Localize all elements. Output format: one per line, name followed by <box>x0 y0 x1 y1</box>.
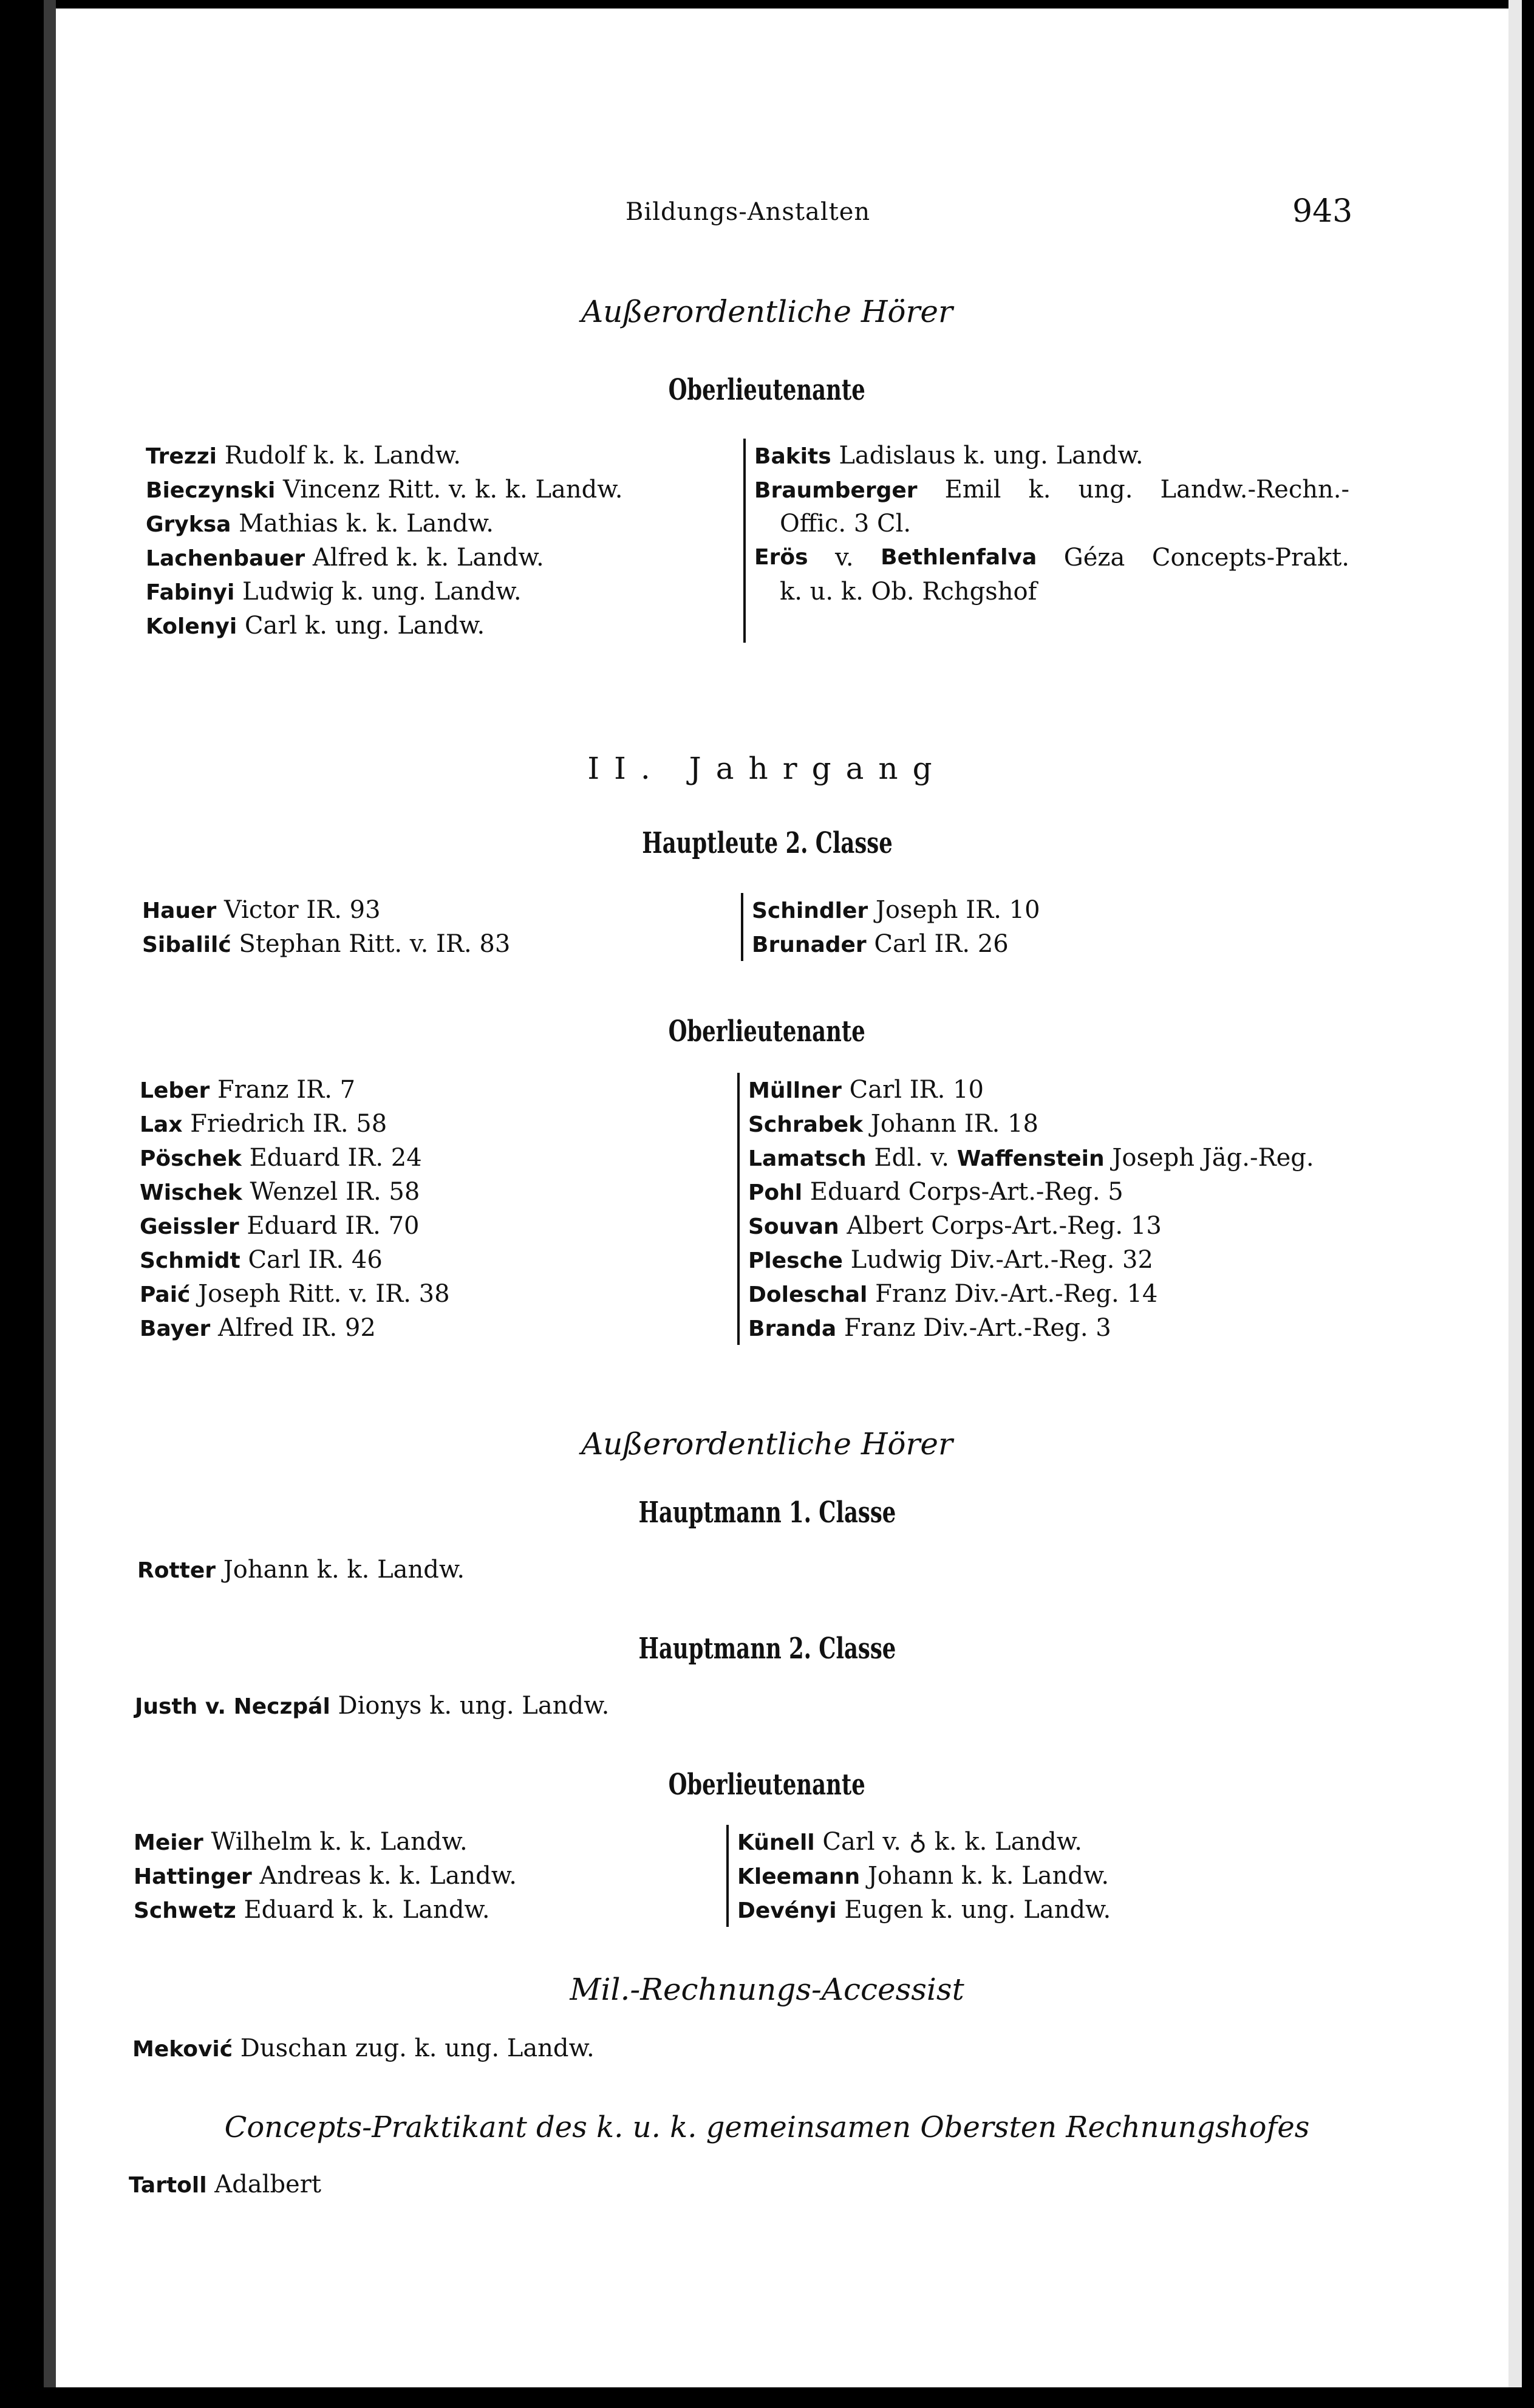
list-item: Schwetz Eduard k. k. Landw. <box>134 1896 490 1924</box>
scan-gutter-shadow <box>44 0 56 2408</box>
subheading-oberlieutenante-3: Oberlieutenante <box>668 1768 866 1802</box>
list-item: Geissler Eduard IR. 70 <box>140 1212 420 1240</box>
scan-border-left <box>0 0 44 2408</box>
list-item: Schindler Joseph IR. 10 <box>752 896 1040 924</box>
list-item: Braumberger Emil k. ung. Landw.-Rechn.- <box>754 476 1349 504</box>
s3-acc-list <box>132 2031 595 2065</box>
list-item: Pöschek Eduard IR. 24 <box>140 1144 422 1172</box>
list-item: Bayer Alfred IR. 92 <box>140 1314 376 1342</box>
section-heading-jahrgang: II. Jahrgang <box>587 751 947 786</box>
list-item: Lachenbauer Alfred k. k. Landw. <box>146 544 544 572</box>
list-item: Leber Franz IR. 7 <box>140 1076 356 1104</box>
list-item: Kleemann Johann k. k. Landw. <box>737 1862 1110 1890</box>
s3-hm2-list <box>135 1689 609 1723</box>
list-item: Schmidt Carl IR. 46 <box>140 1246 383 1274</box>
s3-cp-list <box>129 2167 321 2201</box>
scan-border-top <box>0 0 1534 9</box>
subheading-hauptleute-2-classe: Hauptleute 2. Classe <box>641 826 893 860</box>
subheading-oberlieutenante-2: Oberlieutenante <box>668 1014 866 1048</box>
list-item: Schrabek Johann IR. 18 <box>748 1110 1039 1138</box>
list-item: Gryksa Mathias k. k. Landw. <box>146 510 494 538</box>
list-item: Brunader Carl IR. 26 <box>752 930 1009 958</box>
section-heading-concepts-praktikant: Concepts-Praktikant des k. u. k. gemeinsamen Obersten Rechnungshofes <box>224 2110 1310 2144</box>
subheading-hauptmann-2-classe: Hauptmann 2. Classe <box>638 1632 896 1666</box>
list-item: Bieczynski Vincenz Ritt. v. k. k. Landw. <box>146 476 623 504</box>
list-item: Meković Duschan zug. k. ung. Landw. <box>132 2034 595 2062</box>
list-item: Künell Carl v. ♁ k. k. Landw. <box>737 1828 1082 1856</box>
s1-left-column <box>146 439 622 643</box>
s3-ol-right-column <box>726 1825 1111 1927</box>
s2-hl-left-column <box>142 893 510 961</box>
scan-border-right <box>1522 0 1534 2408</box>
scan-border-bottom <box>0 2387 1534 2408</box>
list-item: Fabinyi Ludwig k. ung. Landw. <box>146 578 522 606</box>
list-item: Kolenyi Carl k. ung. Landw. <box>146 612 485 640</box>
list-item: Pohl Eduard Corps-Art.-Reg. 5 <box>748 1178 1123 1206</box>
list-item: Bakits Ladislaus k. ung. Landw. <box>754 442 1144 470</box>
s2-ol-left-column <box>140 1073 450 1345</box>
list-item: Erös v. Bethlenfalva Géza Concepts-Prakt. <box>754 544 1349 572</box>
list-item: Hauer Victor IR. 93 <box>142 896 381 924</box>
s2-ol-right-column <box>737 1073 1314 1345</box>
list-item: Branda Franz Div.-Art.-Reg. 3 <box>748 1314 1111 1342</box>
list-item: Devényi Eugen k. ung. Landw. <box>737 1896 1111 1924</box>
section-heading-rechnungs-accessist: Mil.-Rechnungs-Accessist <box>570 1972 964 2007</box>
s3-hm1-list <box>137 1553 465 1587</box>
list-item: Paić Joseph Ritt. v. IR. 38 <box>140 1280 450 1308</box>
list-item: Souvan Albert Corps-Art.-Reg. 13 <box>748 1212 1162 1240</box>
list-item: Lamatsch Edl. v. Waffenstein Joseph Jäg.-Reg. <box>748 1144 1314 1172</box>
scan-edge-light <box>1508 0 1522 2408</box>
subheading-hauptmann-1-classe: Hauptmann 1. Classe <box>638 1496 896 1530</box>
running-title: Bildungs-Anstalten <box>626 198 871 226</box>
list-item: Wischek Wenzel IR. 58 <box>140 1178 420 1206</box>
page-number: 943 <box>1292 193 1353 230</box>
s2-hl-right-column <box>741 893 1040 961</box>
list-item: Müllner Carl IR. 10 <box>748 1076 984 1104</box>
list-item-continuation: k. u. k. Ob. Rchgshof <box>780 578 1037 606</box>
earth-symbol-icon: ♁ <box>908 1828 927 1856</box>
list-item: Lax Friedrich IR. 58 <box>140 1110 387 1138</box>
list-item: Rotter Johann k. k. Landw. <box>137 1556 465 1584</box>
subheading-oberlieutenante-1: Oberlieutenante <box>668 373 866 407</box>
list-item-continuation: Offic. 3 Cl. <box>780 510 912 538</box>
list-item: Meier Wilhelm k. k. Landw. <box>134 1828 468 1856</box>
list-item: Trezzi Rudolf k. k. Landw. <box>146 442 461 470</box>
section-heading-ausserordentliche-1: Außerordentliche Hörer <box>581 294 953 329</box>
list-item: Sibalilć Stephan Ritt. v. IR. 83 <box>142 930 511 958</box>
list-item: Plesche Ludwig Div.-Art.-Reg. 32 <box>748 1246 1153 1274</box>
section-heading-ausserordentliche-2: Außerordentliche Hörer <box>581 1426 953 1462</box>
s3-ol-left-column <box>134 1825 517 1927</box>
list-item: Justh v. Neczpál Dionys k. ung. Landw. <box>135 1692 610 1720</box>
list-item: Tartoll Adalbert <box>129 2170 321 2198</box>
list-item: Hattinger Andreas k. k. Landw. <box>134 1862 517 1890</box>
s1-right-column <box>743 439 1349 643</box>
list-item: Doleschal Franz Div.-Art.-Reg. 14 <box>748 1280 1158 1308</box>
